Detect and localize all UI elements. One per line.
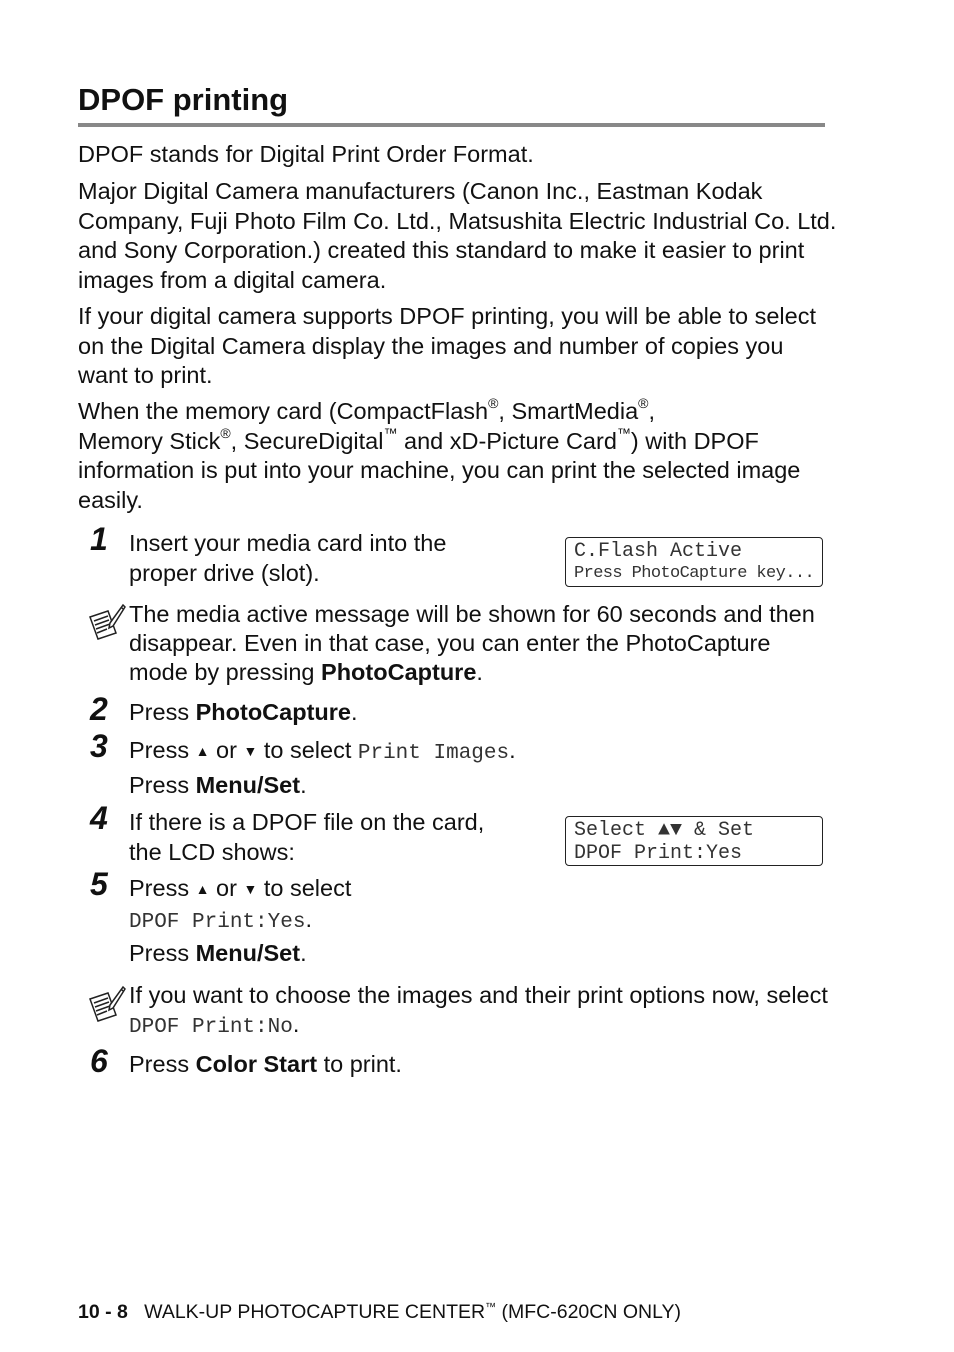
step-text: to select: [257, 875, 352, 901]
step-text: to select: [257, 737, 358, 763]
lcd-line: Press PhotoCapture key...: [574, 564, 815, 583]
trademark-mark: ™: [616, 424, 631, 441]
step-5-press-menu: [129, 939, 307, 969]
step-line: the LCD shows:: [129, 838, 295, 865]
step-line: proper drive (slot).: [129, 559, 320, 586]
step-text: Press: [129, 1051, 196, 1077]
step-2-text: [129, 698, 358, 728]
lcd-display: [565, 816, 823, 866]
model-note: (MFC-620CN ONLY): [496, 1301, 681, 1323]
text-segment: and xD-Picture Card: [397, 427, 617, 454]
lcd-option: DPOF Print:Yes: [129, 910, 306, 934]
memory-card-paragraph: [78, 397, 838, 515]
step-text: Press: [129, 699, 196, 725]
step-text: to print.: [317, 1051, 402, 1077]
text-segment: ) with DPOF information is put into your machine, you can print the selected image easily.: [78, 427, 801, 513]
text-segment: Memory Stick: [78, 427, 221, 454]
menu-set-key-label: Menu/Set: [195, 940, 301, 966]
trademark-mark: ™: [383, 424, 398, 441]
punctuation: .: [509, 737, 516, 763]
registered-mark: ®: [220, 424, 231, 441]
step-4-text: [129, 808, 484, 867]
down-arrow-icon: ▼: [243, 743, 258, 759]
photocapture-key-label: PhotoCapture: [195, 699, 351, 725]
punctuation: .: [300, 940, 307, 966]
step-text: Press: [129, 737, 196, 763]
punctuation: .: [350, 699, 358, 725]
punctuation: .: [292, 1011, 300, 1037]
lcd-option: DPOF Print:No: [129, 1016, 293, 1039]
step-text: Press: [129, 772, 196, 798]
lcd-line: Select ▲▼ & Set: [574, 819, 755, 842]
lcd-option: Print Images: [357, 742, 510, 765]
step-3-text: [129, 736, 516, 769]
step-text: Press: [129, 875, 196, 901]
page-footer: [78, 1300, 681, 1324]
down-arrow-icon: ▼: [243, 881, 258, 897]
photocapture-key-label: PhotoCapture: [321, 659, 477, 685]
text-segment: , SmartMedia: [498, 398, 639, 424]
note-text: If you want to choose the images and their print options now, select: [129, 982, 828, 1008]
page-title: DPOF printing: [78, 82, 289, 117]
punctuation: .: [476, 659, 483, 685]
note-choose-images: [129, 981, 829, 1042]
up-arrow-icon: ▲: [195, 743, 210, 759]
lcd-line: C.Flash Active: [574, 540, 743, 563]
step-line: Insert your media card into the: [129, 530, 447, 556]
text-segment: ,: [648, 398, 656, 424]
step-6-text: [129, 1050, 402, 1080]
text-segment: , SecureDigital: [230, 427, 384, 454]
lcd-display: [565, 537, 823, 587]
note-text: The media active message will be shown for 60 seconds and then disappear. Even in that case, you can enter the PhotoCapture mode by pressing: [129, 601, 815, 685]
lcd-line: DPOF Print:Yes: [574, 842, 743, 865]
registered-mark: ®: [638, 395, 649, 412]
step-number: 4: [90, 800, 108, 836]
up-arrow-icon: ▲: [195, 881, 210, 897]
step-number: 6: [90, 1043, 108, 1079]
note-pencil-icon: [86, 985, 126, 1025]
step-text: Press: [129, 940, 196, 966]
support-paragraph: If your digital camera supports DPOF printing, you will be able to select on the Digital Camera display the images and number of copies you want to print.: [78, 303, 816, 388]
step-5-text: [129, 874, 351, 937]
step-number: 1: [90, 521, 108, 557]
note-media-active: [129, 600, 829, 687]
menu-set-key-label: Menu/Set: [195, 772, 301, 798]
step-3-press-menu: [129, 771, 307, 801]
punctuation: .: [300, 772, 307, 798]
manufacturers-paragraph: Major Digital Camera manufacturers (Canon Inc., Eastman Kodak Company, Fuji Photo Film Co. Ltd., Matsushita Electric Industrial Co. Ltd. and Sony Corporation.) created this standard to make it easier to print images from a digital camera.: [78, 178, 837, 293]
page-number: 10 - 8: [78, 1301, 128, 1323]
step-1-text: [129, 529, 446, 588]
trademark-mark: ™: [485, 1301, 497, 1314]
title-divider: [78, 123, 825, 127]
text-segment: When the memory card (CompactFlash: [78, 398, 489, 424]
color-start-key-label: Color Start: [195, 1051, 318, 1077]
note-pencil-icon: [86, 603, 126, 643]
step-number: 2: [90, 691, 108, 727]
registered-mark: ®: [488, 395, 499, 412]
step-number: 5: [90, 866, 108, 902]
step-line: If there is a DPOF file on the card,: [129, 809, 485, 835]
step-text: or: [209, 737, 244, 763]
intro-paragraph: DPOF stands for Digital Print Order Format.: [78, 141, 534, 167]
punctuation: .: [305, 905, 312, 932]
step-text: or: [209, 875, 244, 901]
step-number: 3: [90, 728, 108, 764]
chapter-title: WALK-UP PHOTOCAPTURE CENTER: [144, 1301, 486, 1323]
